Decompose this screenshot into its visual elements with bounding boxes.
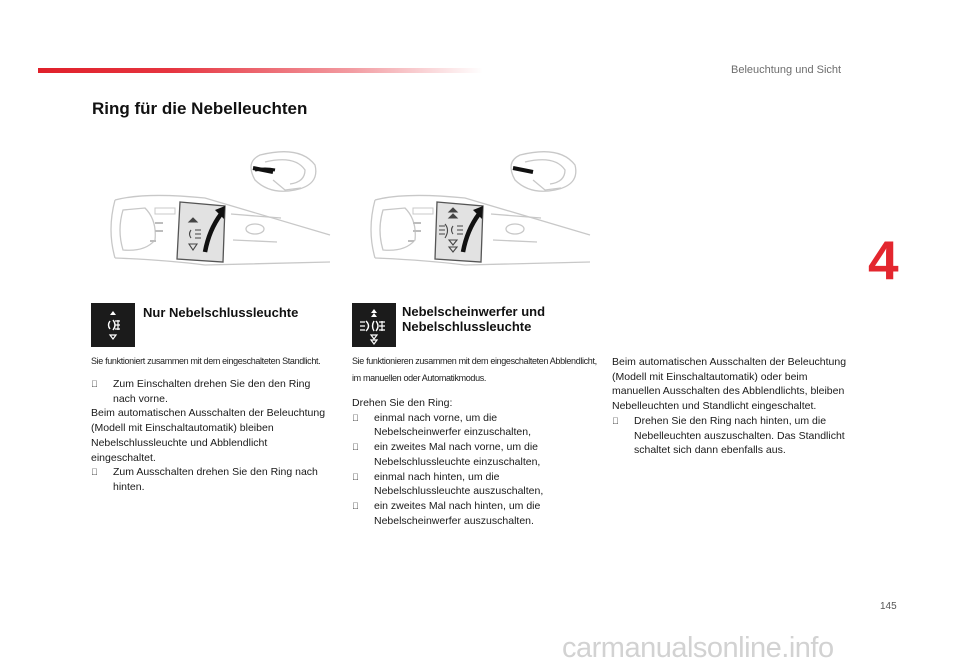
middle-note: Sie funktionieren zusammen mit dem eingeschalteten Abblendlicht, im manuellen oder Automatikmodus.: [352, 356, 597, 383]
middle-item-1: einmal nach vorne, um die Nebelscheinwerfer einzuschalten,: [374, 411, 532, 439]
list-item: [352, 440, 577, 469]
left-body: [91, 377, 329, 495]
left-heading: Nur Nebelschlussleuchte: [143, 305, 299, 320]
left-item-1: Zum Einschalten drehen Sie den den Ring nach vorne.: [113, 378, 311, 405]
front-rear-fog-light-icon: [352, 303, 396, 347]
right-item: Drehen Sie den Ring nach hinten, um die Nebelleuchten auszuschalten. Das Standlicht schaltet sich dann ebenfalls aus.: [634, 414, 845, 457]
bullet-marker-icon: [91, 465, 98, 480]
page-number: 145: [880, 601, 897, 612]
header-accent-bar: [38, 68, 483, 73]
bullet-marker-icon: [352, 499, 359, 514]
list-item: [352, 470, 577, 499]
list-item: [352, 411, 577, 440]
fog-ring-illustration-front-rear: [365, 140, 595, 270]
list-item: [612, 414, 857, 458]
right-body: [612, 355, 857, 458]
left-item-2: Zum Ausschalten drehen Sie den Ring nach hinten.: [113, 466, 318, 493]
bullet-marker-icon: [91, 377, 98, 392]
bullet-marker-icon: [352, 440, 359, 455]
right-paragraph: Beim automatischen Ausschalten der Beleuchtung (Modell mit Einschaltautomatik) oder beim manuellen Ausschalten des Abblendlichts, bleiben Nebelleuchten und Standlicht eingeschaltet.: [612, 356, 847, 413]
middle-body: [352, 396, 577, 528]
left-paragraph: Beim automatischen Ausschalten der Beleuchtung (Modell mit Einschaltautomatik) bleiben Nebelschlussleuchte und Abblendlicht eingeschaltet.: [91, 407, 326, 464]
middle-heading: Nebelscheinwerfer und Nebelschlussleuchte: [402, 304, 546, 334]
middle-intro: Drehen Sie den Ring:: [352, 397, 453, 409]
bullet-marker-icon: [352, 411, 359, 426]
chapter-number: 4: [868, 229, 899, 291]
list-item: [91, 465, 329, 494]
middle-item-3: einmal nach hinten, um die Nebelschlussleuchte auszuschalten,: [374, 470, 544, 498]
list-item: [91, 377, 329, 406]
list-item: [352, 499, 577, 528]
rear-fog-light-icon: [91, 303, 135, 347]
middle-item-2: ein zweites Mal nach vorne, um die Nebelschlussleuchte einzuschalten,: [374, 441, 541, 468]
fog-ring-illustration-rear: [105, 140, 335, 270]
footer-watermark: carmanualsonline.info: [562, 632, 834, 664]
page-title: Ring für die Nebelleuchten: [92, 99, 308, 118]
middle-item-4: ein zweites Mal nach hinten, um die Nebelscheinwerfer auszuschalten.: [374, 499, 541, 527]
left-note: Sie funktioniert zusammen mit dem eingeschalteten Standlicht.: [91, 356, 321, 366]
section-header: Beleuchtung und Sicht: [731, 64, 842, 76]
bullet-marker-icon: [612, 414, 619, 429]
bullet-marker-icon: [352, 470, 359, 485]
